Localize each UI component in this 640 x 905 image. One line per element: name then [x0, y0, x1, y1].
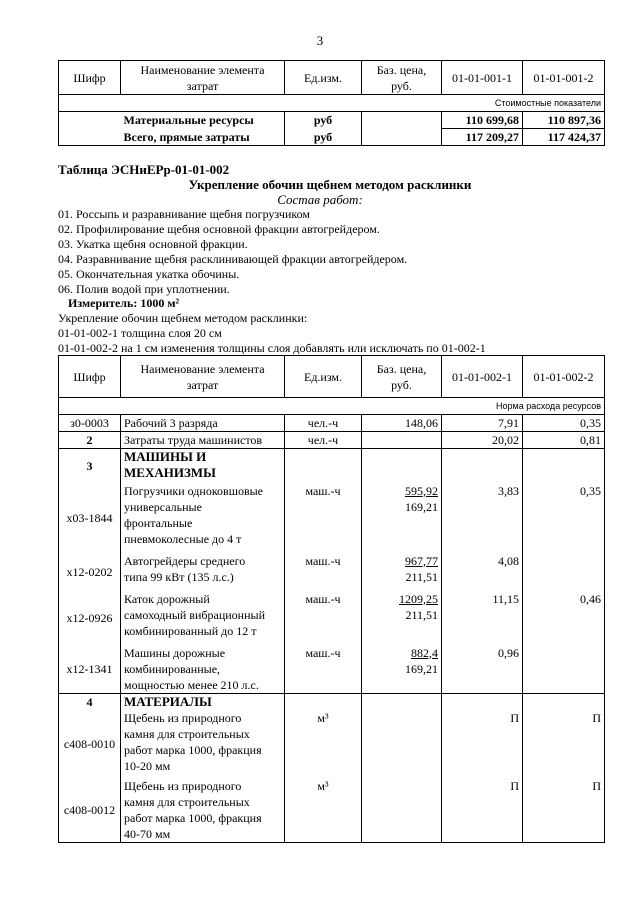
section-label: Норма расхода ресурсов: [59, 398, 605, 415]
header-unit: Ед.изм.: [285, 356, 362, 398]
work-item: 06. Полив водой при уплотнении.: [58, 282, 230, 296]
table-row: с408-0012 Щебень из природного камня для строительных работ марка 1000, фракция 40-70 мм м³ П П: [59, 778, 605, 843]
cost-table: [58, 60, 605, 146]
description-line: 01-01-002-1 толщина слоя 20 см: [58, 326, 222, 340]
description-line: Укрепление обочин щебнем методом расклинки:: [58, 311, 308, 325]
header-col2: 01-01-002-2: [523, 356, 605, 398]
measure: Измеритель: 1000 м²: [68, 296, 180, 310]
header-price: Баз. цена, руб.: [362, 61, 442, 95]
table-subtitle: Укрепление обочин щебнем методом расклинки: [188, 177, 472, 192]
header-name: Наименование элемента затрат: [121, 61, 285, 95]
header-code: Шифр: [59, 356, 121, 398]
table-row: х12-0926 Каток дорожный самоходный вибрационный комбинированный до 12 т маш.-ч 1209,25 211,51 11,15 0,46: [59, 591, 605, 645]
header-code: Шифр: [59, 61, 121, 95]
description-line: 01-01-002-2 на 1 см изменения толщины слоя добавлять или исключать по 01-002-1: [58, 341, 486, 355]
table-row: з0-0003 Рабочий 3 разряда чел.-ч 148,06 7,91 0,35: [59, 415, 605, 432]
work-item: 04. Разравнивание щебня расклинивающей фракции автогрейдером.: [58, 252, 408, 266]
section-row: 4 МАТЕРИАЛЫ: [59, 693, 605, 710]
header-col1: 01-01-002-1: [442, 356, 523, 398]
table-title: Таблица ЭСНиЕРр-01-01-002: [58, 162, 230, 177]
work-item: 05. Окончательная укатка обочины.: [58, 267, 240, 281]
header-name: Наименование элемента затрат: [121, 356, 285, 398]
header-col1: 01-01-001-1: [442, 61, 523, 95]
header-unit: Ед.изм.: [285, 61, 362, 95]
page-number: 3: [316, 33, 324, 48]
table-row: х03-1844 Погрузчики одноковшовые универсальные фронтальные пневмоколесные до 4 т маш.-ч 595,92 169,21 3,83 0,35: [59, 483, 605, 553]
section-label: Стоимостные показатели: [59, 95, 605, 112]
resource-table: [58, 355, 605, 843]
header-col2: 01-01-001-2: [523, 61, 605, 95]
work-item: 03. Укатка щебня основной фракции.: [58, 237, 248, 251]
table-row: Материальные ресурсы руб 110 699,68 110 897,36: [59, 112, 605, 129]
work-item: 01. Россыпь и разравнивание щебня погрузчиком: [58, 207, 310, 221]
table-row: х12-0202 Автогрейдеры среднего типа 99 кВт (135 л.с.) маш.-ч 967,77 211,51 4,08: [59, 553, 605, 591]
table-row: 2 Затраты труда машинистов чел.-ч 20,02 0,81: [59, 432, 605, 449]
table-row: х12-1341 Машины дорожные комбинированные, мощностью менее 210 л.с. маш.-ч 882,4 169,21 0,96: [59, 645, 605, 694]
composition-title: Состав работ:: [277, 192, 363, 207]
header-price: Баз. цена, руб.: [362, 356, 442, 398]
section-row: 3 МАШИНЫ И МЕХАНИЗМЫ: [59, 449, 605, 483]
work-item: 02. Профилирование щебня основной фракции автогрейдером.: [58, 222, 380, 236]
table-row: Всего, прямые затраты руб 117 209,27 117 424,37: [59, 129, 605, 146]
table-row: с408-0010 Щебень из природного камня для строительных работ марка 1000, фракция 10-20 мм м³ П П: [59, 710, 605, 778]
